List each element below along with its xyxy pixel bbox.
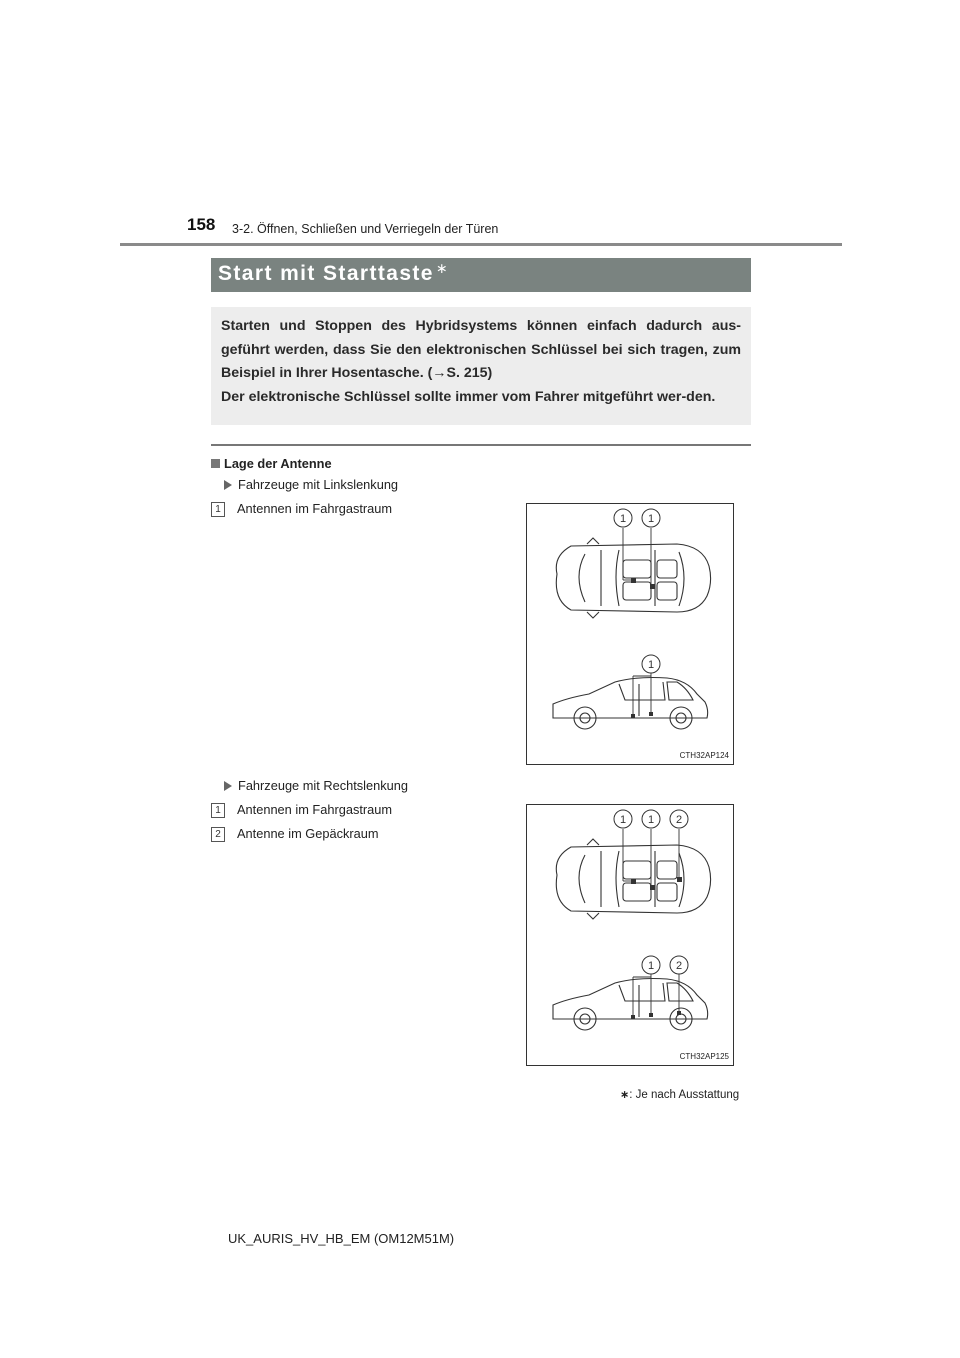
figure-code: CTH32AP124 bbox=[679, 751, 729, 760]
footer-model-code: UK_AURIS_HV_HB_EM (OM12M51M) bbox=[228, 1231, 455, 1246]
intro-text-2: Der elektronische Schlüssel sollte immer vom Fahrer mitgeführt wer-den. bbox=[221, 388, 716, 405]
chapter-title: 3-2. Öffnen, Schließen und Verriegeln der Türen bbox=[232, 222, 499, 236]
callout-number: 1 bbox=[619, 814, 627, 826]
legend-item bbox=[211, 802, 392, 818]
section-title: Start mit Starttaste bbox=[218, 262, 434, 285]
square-bullet-icon bbox=[211, 459, 220, 468]
intro-box bbox=[211, 307, 751, 425]
antenna-figure-lhd bbox=[526, 503, 734, 765]
triangle-bullet-icon bbox=[224, 781, 232, 791]
callout-number: 1 bbox=[619, 513, 627, 525]
footnote-text: : Je nach Ausstattung bbox=[629, 1089, 740, 1101]
antenna-figure-rhd bbox=[526, 804, 734, 1066]
callout-number: 1 bbox=[647, 960, 655, 972]
legend-text: Antennen im Fahrgastraum bbox=[237, 501, 393, 516]
legend-item bbox=[211, 501, 392, 517]
variant-label-rhd bbox=[224, 778, 408, 793]
callout-markers bbox=[614, 509, 660, 673]
legend-text: Antenne im Gepäckraum bbox=[237, 826, 379, 841]
asterisk-icon: ∗ bbox=[620, 1089, 630, 1101]
number-badge: 2 bbox=[211, 827, 225, 842]
variant-label-lhd bbox=[224, 477, 398, 492]
legend-item bbox=[211, 826, 379, 842]
header-rule bbox=[120, 243, 842, 246]
subsection-title: Lage der Antenne bbox=[224, 456, 332, 471]
number-badge: 1 bbox=[211, 803, 225, 818]
intro-text-1: Starten und Stoppen des Hybridsystems können einfach dadurch aus-geführt werden, dass Sie den elektronischen Schlüssel bei sich tragen, zum Beispiel in Ihrer Hosentasche. (→S. 215) bbox=[221, 318, 741, 381]
number-badge: 1 bbox=[211, 502, 225, 517]
footnote bbox=[620, 1088, 739, 1101]
callout-number: 1 bbox=[647, 659, 655, 671]
callout-number: 2 bbox=[675, 814, 683, 826]
subsection-heading bbox=[211, 456, 332, 471]
car-diagram-lhd bbox=[527, 504, 733, 764]
callout-number: 1 bbox=[647, 513, 655, 525]
triangle-bullet-icon bbox=[224, 480, 232, 490]
separator-rule bbox=[211, 444, 751, 446]
car-diagram-rhd bbox=[527, 805, 733, 1065]
asterisk-icon: ∗ bbox=[435, 260, 450, 276]
variant-label-text: Fahrzeuge mit Linkslenkung bbox=[238, 477, 399, 492]
legend-text: Antennen im Fahrgastraum bbox=[237, 802, 393, 817]
page-number: 158 bbox=[187, 215, 216, 234]
figure-code: CTH32AP125 bbox=[679, 1052, 729, 1061]
callout-number: 2 bbox=[675, 960, 683, 972]
section-title-banner bbox=[211, 258, 751, 292]
variant-label-text: Fahrzeuge mit Rechtslenkung bbox=[238, 778, 409, 793]
callout-number: 1 bbox=[647, 814, 655, 826]
